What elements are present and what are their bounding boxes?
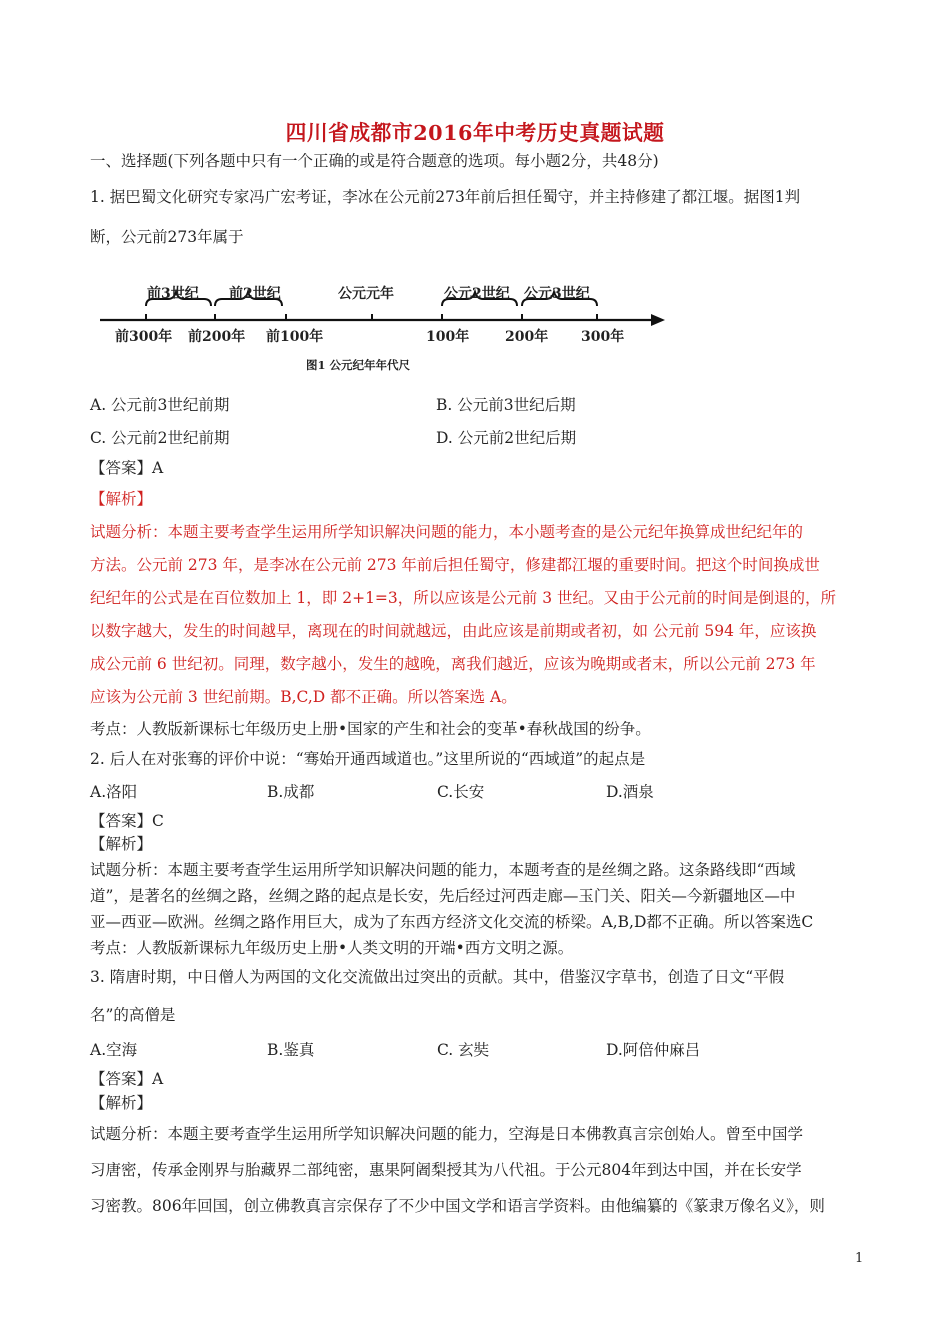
tick-label-ad300: 300年 — [581, 329, 625, 345]
timeline-arrowhead — [651, 314, 665, 326]
q3-option-b: B.鉴真 — [267, 1041, 315, 1059]
q2-stem: 2. 后人在对张骞的评价中说：“骞始开通西域道也。”这里所说的“西域道”的起点是 — [90, 750, 646, 768]
section-header: 一、选择题(下列各题中只有一个正确的或是符合题意的选项。每小题2分，共48分) — [90, 152, 659, 170]
tick-label-bc200: 前200年 — [188, 329, 246, 345]
q2-option-b: B.成都 — [267, 783, 315, 801]
q2-analysis-line: 亚—西亚—欧洲。丝绸之路作用巨大，成为了东西方经济文化交流的桥梁。A,B,D都不正确。所以答案选C — [90, 913, 814, 931]
q3-stem-line1: 3. 隋唐时期，中日僧人为两国的文化交流做出过突出的贡献。其中，借鉴汉字草书，创造了日文“平假 — [90, 968, 785, 986]
brace-label-bc3: 前3世纪 — [147, 286, 199, 302]
q3-analysis-line: 试题分析：本题主要考查学生运用所学知识解决问题的能力，空海是日本佛教真言宗创始人。曾至中国学 — [90, 1125, 804, 1143]
q2-kaodian: 考点：人教版新课标九年级历史上册•人类文明的开端•西方文明之源。 — [90, 939, 574, 957]
q1-stem-line1: 1. 据巴蜀文化研究专家冯广宏考证，李冰在公元前273年前后担任蜀守，并主持修建了都江堰。据图1判 — [90, 188, 801, 206]
q3-analysis-line: 习唐密，传承金刚界与胎藏界二部纯密，惠果阿阇梨授其为八代祖。于公元804年到达中国，并在长安学 — [90, 1161, 802, 1179]
q1-analysis-line: 方法。公元前 273 年，是李冰在公元前 273 年前后担任蜀守，修建都江堰的重要时间。把这个时间换成世 — [90, 556, 820, 574]
q3-option-d: D.阿倍仲麻吕 — [606, 1041, 701, 1059]
q1-option-c: C. 公元前2世纪前期 — [90, 429, 230, 447]
q2-analysis-label: 【解析】 — [90, 835, 153, 853]
page-title: 四川省成都市2016年中考历史真题试题 — [285, 120, 665, 145]
q2-analysis-line: 道”，是著名的丝绸之路，丝绸之路的起点是长安，先后经过河西走廊—玉门关、阳关—今新疆地区—中 — [90, 887, 796, 905]
q1-analysis-line: 以数字越大，发生的时间越早，离现在的时间就越远，由此应该是前期或者初，如 公元前 594 年，应该换 — [90, 622, 817, 640]
q2-option-d: D.酒泉 — [606, 783, 654, 801]
brace-label-bc2: 前2世纪 — [229, 286, 281, 302]
q1-option-d: D. 公元前2世纪后期 — [436, 429, 577, 447]
q3-option-c: C. 玄奘 — [437, 1041, 490, 1059]
brace-label-ad1: 公元元年 — [338, 286, 394, 302]
brace-label-ad2: 公元2世纪 — [444, 286, 510, 302]
q1-answer: 【答案】A — [90, 459, 164, 477]
q1-analysis-line: 试题分析：本题主要考查学生运用所学知识解决问题的能力，本小题考查的是公元纪年换算成世纪纪年的 — [90, 523, 804, 541]
q3-option-a: A.空海 — [90, 1041, 138, 1059]
figure-caption: 图1 公元纪年年代尺 — [306, 358, 411, 372]
q1-analysis-line: 纪纪年的公式是在百位数加上 1，即 2+1=3，所以应该是公元前 3 世纪。又由于公元前的时间是倒退的，所 — [90, 589, 836, 607]
q3-stem-line2: 名”的高僧是 — [90, 1006, 176, 1024]
q2-answer: 【答案】C — [90, 812, 164, 830]
q2-analysis-line: 试题分析：本题主要考查学生运用所学知识解决问题的能力，本题考查的是丝绸之路。这条路线即“西域 — [90, 861, 796, 879]
brace-label-ad3: 公元3世纪 — [524, 286, 590, 302]
q1-analysis-label: 【解析】 — [90, 490, 153, 508]
q3-answer: 【答案】A — [90, 1070, 164, 1088]
tick-label-ad200: 200年 — [505, 329, 549, 345]
q3-analysis-label: 【解析】 — [90, 1094, 153, 1112]
q2-option-a: A.洛阳 — [90, 783, 138, 801]
q3-analysis-line: 习密教。806年回国，创立佛教真言宗保存了不少中国文学和语言学资料。由他编纂的《篆隶万像名义》，则 — [90, 1197, 825, 1215]
q1-option-b: B. 公元前3世纪后期 — [436, 396, 576, 414]
q1-stem-line2: 断，公元前273年属于 — [90, 228, 244, 246]
page-number: 1 — [855, 1251, 864, 1266]
tick-label-bc300: 前300年 — [115, 329, 173, 345]
q1-option-a: A. 公元前3世纪前期 — [90, 396, 230, 414]
tick-label-bc100: 前100年 — [266, 329, 324, 345]
q2-option-c: C.长安 — [437, 783, 485, 801]
tick-label-ad100: 100年 — [426, 329, 470, 345]
q1-analysis-line: 应该为公元前 3 世纪前期。B,C,D 都不正确。所以答案选 A。 — [90, 688, 517, 706]
q1-analysis-line: 成公元前 6 世纪初。同理，数字越小，发生的越晚，离我们越近，应该为晚期或者末，所以公元前 273 年 — [90, 655, 816, 673]
q1-kaodian: 考点：人教版新课标七年级历史上册•国家的产生和社会的变革•春秋战国的纷争。 — [90, 720, 651, 738]
